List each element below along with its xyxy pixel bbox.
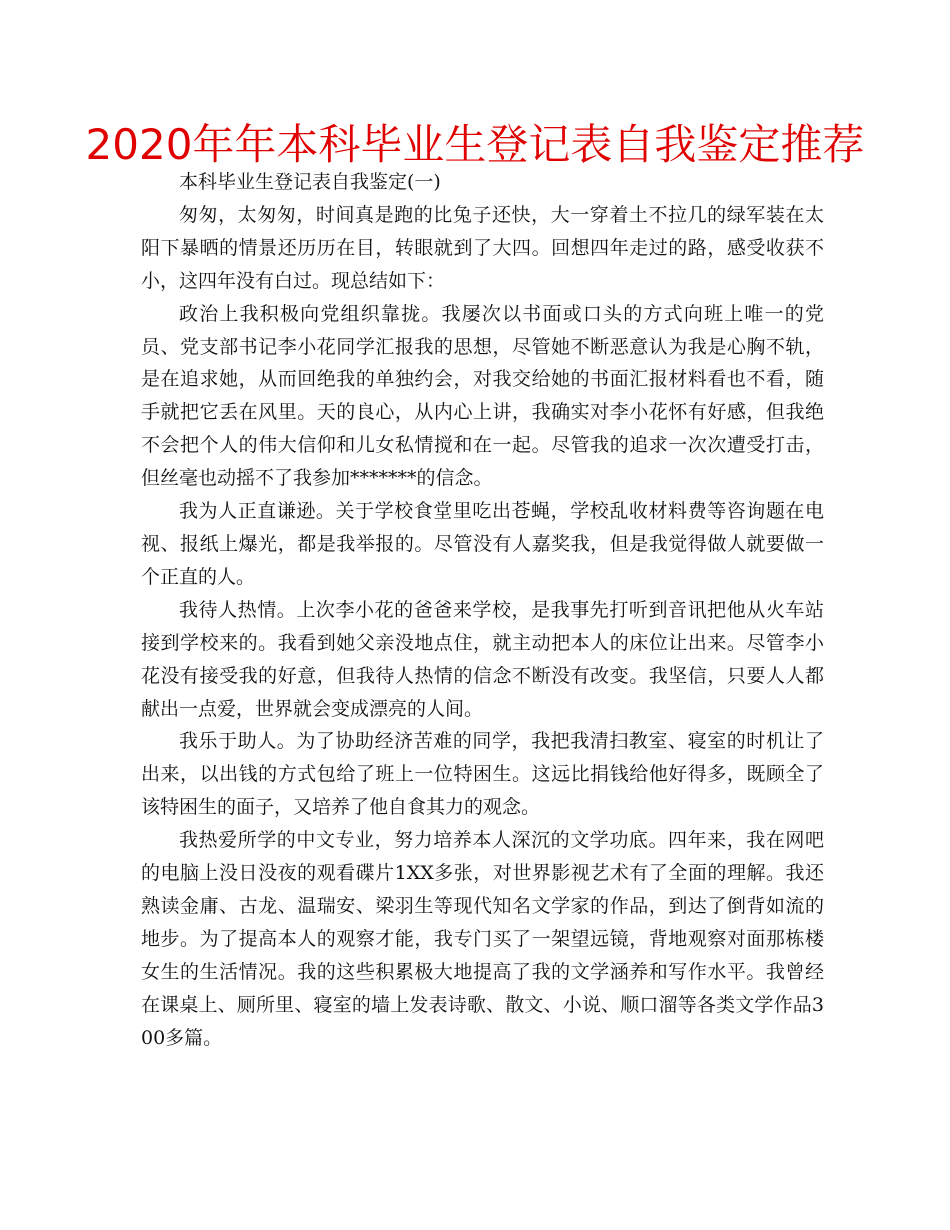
paragraph-intro: 匆匆，太匆匆，时间真是跑的比兔子还快，大一穿着土不拉几的绿军装在太阳下暴晒的情景还历历在目，转眼就到了大四。回想四年走过的路，感受收获不小，这四年没有白过。现总结如下： — [141, 203, 824, 292]
section-heading: 本科毕业生登记表自我鉴定(一) — [179, 171, 441, 193]
paragraph-major: 我热爱所学的中文专业，努力培养本人深沉的文学功底。四年来，我在网吧的电脑上没日没夜的观看碟片1XX多张，对世界影视艺术有了全面的理解。我还熟读金庸、古龙、温瑞安、梁羽生等现代知名文学家的作品，到达了倒背如流的地步。为了提高本人的观察才能，我专门买了一架望远镜，背地观察对面那栋楼女生的生活情况。我的这些积累极大地提高了我的文学涵养和写作水平。我曾经在课桌上、厕所里、寝室的墙上发表诗歌、散文、小说、顺口溜等各类文学作品300多篇。 — [141, 829, 824, 1049]
document-body — [141, 166, 824, 1054]
paragraph-warmth: 我待人热情。上次李小花的爸爸来学校，是我事先打听到音讯把他从火车站接到学校来的。我看到她父亲没地点住，就主动把本人的床位让出来。尽管李小花没有接受我的好意，但我待人热情的信念不断没有改变。我坚信，只要人人都献出一点爱，世界就会变成漂亮的人间。 — [141, 598, 824, 720]
paragraph-politics: 政治上我积极向党组织靠拢。我屡次以书面或口头的方式向班上唯一的党员、党支部书记李小花同学汇报我的思想，尽管她不断恶意认为我是心胸不轨，是在追求她，从而回绝我的单独约会，对我交给她的书面汇报材料看也不看，随手就把它丢在风里。天的良心，从内心上讲，我确实对李小花怀有好感，但我绝不会把个人的伟大信仰和儿女私情搅和在一起。尽管我的追求一次次遭受打击，但丝毫也动摇不了我参加*******的信念。 — [141, 302, 824, 490]
paragraph-integrity: 我为人正直谦逊。关于学校食堂里吃出苍蝇，学校乱收材料费等咨询题在电视、报纸上爆光，都是我举报的。尽管没有人嘉奖我，但是我觉得做人就要做一个正直的人。 — [141, 500, 824, 588]
document-title: 2020年年本科毕业生登记表自我鉴定推荐 — [85, 120, 865, 169]
paragraph-helping: 我乐于助人。为了协助经济苦难的同学，我把我清扫教室、寝室的时机让了出来，以出钱的方式包给了班上一位特困生。这远比捐钱给他好得多，既顾全了该特困生的面子，又培养了他自食其力的观念。 — [141, 730, 824, 819]
